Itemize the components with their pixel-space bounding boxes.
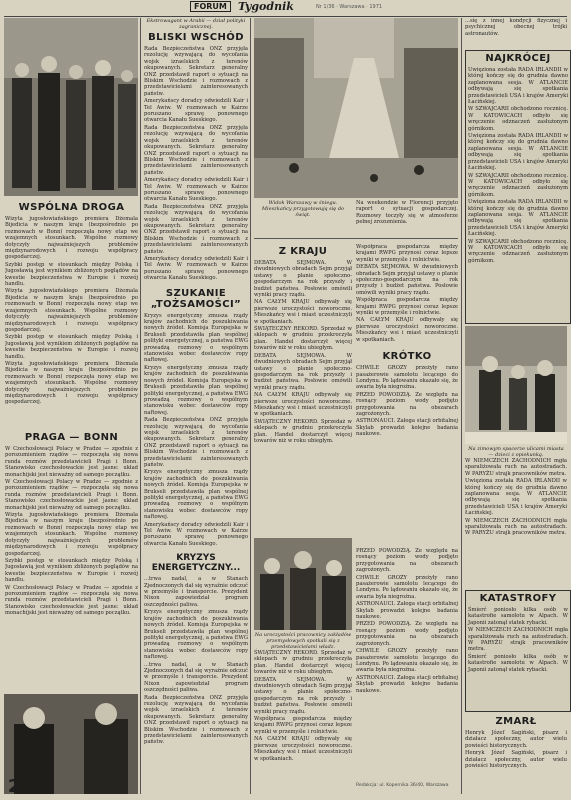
article-text: Kryzys energetyczny zmusza rządy krajów zachodnich do poszukiwania nowych źródeł. Komisja Europejska w Brukseli przedstawiła plan wspólnej polityki energetycznej, a państwa EWG prowadzą rozmowy o wspólnym stanowisku wobec dostawców ropy naftowej. [144, 609, 248, 661]
article-text: DEBATA SEJMOWA. W dwudniowych obradach Sejm przyjął ustawy o planie społeczno-gospodarczym na rok przyszły i budżet państwa. Posłowie omówili wyniki pracy rządu. [356, 264, 458, 296]
headline-praga-bonn: PRAGA — BONN [24, 432, 119, 443]
article-text: W Czechosłowacji Polacy w Pradze — zgodnie z porozumieniem rządów — rozpoczęła się nowa runda rozmów przedstawicieli Pragi i Bonn. Stanowisko czechosłowackie jest jasne: układ monachijski jest nieważny od samego początku. [5, 584, 138, 617]
headline-krotko: KRÓTKO [382, 351, 432, 363]
article-text: Kryzys energetyczny zmusza rządy krajów zachodnich do poszukiwania nowych źródeł. Komisja Europejska w Brukseli przedstawiła plan wspólnej polityki energetycznej, a państwa EWG prowadzą rozmowy o wspólnym stanowisku wobec dostawców ropy naftowej. [144, 364, 248, 416]
article-text: Współpraca gospodarcza między krajami RWPG przynosi coraz lepsze wyniki w przemyśle i rolnictwie. [356, 297, 458, 317]
article-text: ASTRONAUCI. Załoga stacji orbitalnej Skylab prowadzi kolejne badania naukowe. [356, 418, 458, 438]
article-text: W SZWAJCARII obchodzono rocznicę. W KATOWICACH odbyło się wręczenie odznaczeń zasłużonym górnikom. [468, 106, 568, 132]
article-text: Wizyta jugosłowiańskiego premiera Dżemala Bijedicia w naszym kraju (bezpośrednio po rozmowach w Bonn) rozpoczęła nowy etap we wzajemnych stosunkach. Wspólne rozmowy dotyczyły najważniejszych problemów międzynarodowych i rozwoju współpracy gospodarczej. [5, 360, 138, 406]
article-text: ASTRONAUCI. Załoga stacji orbitalnej Skylab prowadzi kolejne badania naukowe. [356, 674, 458, 694]
article-text: Amerykańscy doradcy odwiedzili Kair i Tel Awiw. W rozmowach w Kairze poruszano sprawę ponownego otwarcia Kanału Sueskiego. [144, 98, 248, 124]
article-text: Współpraca gospodarcza między krajami RWPG przynosi coraz lepsze wyniki w przemyśle i rolnictwie. [356, 244, 458, 263]
article-text: Amerykańscy doradcy odwiedzili Kair i Tel Awiw. W rozmowach w Kairze poruszano sprawę ponownego otwarcia Kanału Sueskiego. [144, 256, 248, 282]
article-text: DEBATA SEJMOWA. W dwudniowych obradach Sejm przyjął ustawy o planie społeczno-gospodarczym na rok przyszły i budżet państwa. Posłowie omówili wyniki pracy rządu. [254, 260, 352, 299]
article-text: Rada Bezpieczeństwa ONZ przyjęła rezolucję wzywającą do wycofania wojsk izraelskich z terenów okupowanych. Sekretarz generalny ONZ przedstawił raport o sytuacji na Bliskim Wschodzie i rozmowach z przedstawicielami zainteresowanych państw. [144, 417, 248, 468]
article-text: CHWILE GROZY przeżyły rano pasażerowie samolotu lecącego do Londynu. Po lądowaniu okazało się, że awaria była niegroźna. [356, 365, 458, 391]
article-text: W NIEMCZECH ZACHODNICH mgła sparaliżowała ruch na autostradach. W PARYŻU strajk pracowników metra. [465, 458, 567, 477]
right-column-middle [465, 446, 567, 586]
article-text: DEBATA SEJMOWA. W dwudniowych obradach Sejm przyjął ustawy o planie społeczno-gospodarczym na rok przyszły i budżet państwa. Posłowie omówili wyniki pracy rządu. [254, 676, 352, 715]
article-text: PRZED POWODZIĄ. Ze względu na rosnący poziom wody podjęto przygotowania na obszarach zagrożonych. [356, 548, 458, 574]
article-text: W NIEMCZECH ZACHODNICH mgła sparaliżowała ruch na autostradach. W PARYŻU strajk pracowników metra. [465, 517, 567, 537]
headline-z-kraju: Z KRAJU [278, 246, 328, 257]
section-divider [254, 238, 458, 239]
article-text: Szybki postęp w stosunkach między Polską i Jugosławią jest wynikiem zbliżonych poglądów na kwestie bezpieczeństwa w Europie i rozwój handlu. [5, 557, 138, 584]
column-divider [250, 18, 251, 794]
page-number: 2 [8, 776, 21, 797]
headline-kryzys: KRYZYS ENERGETYCZNY... [151, 553, 241, 574]
article-text: Śmierć poniosło kilka osób w katastrofie samolotu w Alpach. W Japonii zatonął statek rybacki. [468, 653, 568, 673]
article-text: Uwięziona została RADA IRLANDII w której kończy się do grudnia dawno zaplanowana sesja. W ATLANCIE odbywają się spotkania przedstawicieli USA i krajów Ameryki Łacińskiej. [468, 67, 568, 106]
column-divider [140, 18, 141, 794]
article-text: W NIEMCZECH ZACHODNICH mgła sparaliżowała ruch na autostradach. W PARYŻU strajk pracowników metra. [468, 627, 568, 653]
article-text: Amerykańscy doradcy odwiedzili Kair i Tel Awiw. W rozmowach w Kairze poruszano sprawę ponownego otwarcia Kanału Sueskiego. [144, 177, 248, 203]
article-text: Henryk Józef Sagiński, pisarz i działacz społeczny, autor wielu powieści historycznych. [465, 730, 567, 749]
headline-wspolna-droga: WSPÓLNA DROGA [18, 202, 125, 213]
footer-note: Redakcja: ul. Kopernika 36/40, Warszawa [356, 783, 449, 788]
headline-katastrofy: KATASTROFY [479, 593, 557, 604]
article-text: Rada Bezpieczeństwa ONZ przyjęła rezolucję wzywającą do wycofania wojsk izraelskich z terenów okupowanych. Sekretarz generalny ONZ przedstawił raport o sytuacji na Bliskim Wschodzie i rozmowach z przedstawicielami zainteresowanych państw. [144, 203, 248, 255]
z-kraju-column [254, 244, 352, 534]
article-text: Uwięziona została RADA IRLANDII w której kończy się do grudnia dawno zaplanowana sesja. W ATLANCIE odbywają się spotkania przedstawicieli USA i krajów Ameryki Łacińskiej. [468, 133, 568, 172]
masthead-name: Tygodnik [238, 0, 294, 13]
article-text: Kryzys energetyczny zmusza rządy krajów zachodnich do poszukiwania nowych źródeł. Komisja Europejska w Brukseli przedstawiła plan wspólnej polityki energetycznej, a państwa EWG prowadzą rozmowy o wspólnym stanowisku wobec dostawców ropy naftowej. [144, 312, 248, 364]
article-text: Wizyta jugosłowiańskiego premiera Dżemala Bijedicia w naszym kraju (bezpośrednio po rozmowach w Bonn) rozpoczęła nowy etap we wzajemnych stosunkach. Wspólne rozmowy dotyczyły najważniejszych problemów międzynarodowych i rozwoju współpracy gospodarczej. [5, 216, 138, 261]
article-text: NA CAŁYM KRAJU odbywały się pierwsze uroczystości noworoczne. Mieszkańcy wsi i miast uczestniczyli w spotkaniach. [356, 317, 458, 343]
headline-najkrocej: NAJKRÓCEJ [485, 53, 551, 64]
center-left-text [254, 200, 352, 230]
masthead [4, 0, 567, 17]
article-text: W SZWAJCARII obchodzono rocznicę. W KATOWICACH odbyło się wręczenie odznaczeń zasłużonym górnikom. [468, 172, 568, 198]
headline-bliski-wschod: BLISKI WSCHÓD [148, 32, 244, 43]
photo-meeting [4, 694, 138, 794]
article-text: W Czechosłowacji Polacy w Pradze — zgodnie z porozumieniem rządów — rozpoczęła się nowa runda rozmów przedstawicieli Pragi i Bonn. Stanowisko czechosłowackie jest jasne: układ monachijski jest nieważny od samego początku. [5, 446, 138, 478]
article-text: CHWILE GROZY przeżyły rano pasażerowie samolotu lecącego do Londynu. Po lądowaniu okazało się, że awaria była niegroźna. [356, 648, 458, 674]
article-text: W Czechosłowacji Polacy w Pradze — zgodnie z porozumieniem rządów — rozpoczęła się nowa runda rozmów przedstawicieli Pragi i Bonn. Stanowisko czechosłowackie jest jasne: układ monachijski jest nieważny od samego początku. [5, 479, 138, 511]
article-text: W SZWAJCARII obchodzono rocznicę. W KATOWICACH odbyło się wręczenie odznaczeń zasłużonym górnikom. [468, 238, 568, 264]
article-text: Na weekendzie w Florencji przyjęto raport o sytuacji gospodarczej. Rozmowy toczyły się w atmosferze pełnej zrozumienia. [356, 200, 458, 226]
article-text: NA CAŁYM KRAJU odbywały się pierwsze uroczystości noworoczne. Mieszkańcy wsi i miast uczestniczyli w spotkaniach. [254, 299, 352, 325]
article-text: Śmierć poniosło kilka osób w katastrofie samolotu w Alpach. W Japonii zatonął statek rybacki. [468, 607, 568, 626]
masthead-info: Nr 1/36 · Warszawa · 1971 [316, 4, 383, 10]
article-text: Wizyta jugosłowiańskiego premiera Dżemala Bijedicia w naszym kraju (bezpośrednio po rozmowach w Bonn) rozpoczęła nowy etap we wzajemnych stosunkach. Wspólne rozmowy dotyczyły najważniejszych problemów międzynarodowych i rozwoju współpracy gospodarczej. [5, 512, 138, 557]
photo-delegation [4, 18, 138, 196]
article-text: Kryzys energetyczny zmusza rządy krajów zachodnich do poszukiwania nowych źródeł. Komisja Europejska w Brukseli przedstawiła plan wspólnej polityki energetycznej, a państwa EWG prowadzą rozmowy o wspólnym stanowisku wobec dostawców ropy naftowej. [144, 469, 248, 521]
article-text: ...się z innej kondycji fizycznej i psychicznej obecnej trójki astronautów. [465, 18, 567, 37]
caption: Ekstrowagant w Arabii — dział polityki zagranicznej. [146, 18, 246, 30]
article-text: DEBATA SEJMOWA. W dwudniowych obradach Sejm przyjął ustawy o planie społeczno-gospodarczym na rok przyszły i budżet państwa. Posłowie omówili wyniki pracy rządu. [254, 352, 352, 391]
left-column-2 [5, 430, 138, 692]
center-bottom-left [254, 632, 352, 792]
right-column-top [465, 18, 567, 48]
center-right-column [356, 244, 458, 544]
article-text: Rada Bezpieczeństwa ONZ przyjęła rezolucję wzywającą do wycofania wojsk izraelskich z terenów okupowanych. Sekretarz generalny ONZ przedstawił raport o sytuacji na Bliskim Wschodzie i rozmowach z przedstawicielami zainteresowanych państw. [144, 694, 248, 746]
article-text: Współpraca gospodarcza między krajami RWPG przynosi coraz lepsze wyniki w przemyśle i rolnictwie. [254, 716, 352, 735]
photo-caption: Na zimowym spacerze ulicami miasta — dzieci z opiekunką. [468, 446, 564, 458]
photo-caption: Na uroczystości pracownicy zakładów przemysłowych spotkali się z przedstawicielami władz. [254, 632, 352, 650]
headline-szukanie: SZUKANIE „TOŻSAMOŚCI” [150, 287, 242, 310]
column-divider [461, 18, 462, 794]
katastrofy-box [465, 590, 571, 712]
article-text: Wizyta jugosłowiańskiego premiera Dżemala Bijedicia w naszym kraju (bezpośrednio po rozmowach w Bonn) rozpoczęła nowy etap we wzajemnych stosunkach. Wspólne rozmowy dotyczyły najważniejszych problemów międzynarodowych i rozwoju współpracy gospodarczej. [5, 288, 138, 333]
article-text: CHWILE GROZY przeżyły rano pasażerowie samolotu lecącego do Londynu. Po lądowaniu okazało się, że awaria była niegroźna. [356, 574, 458, 600]
article-text: ŚWIĄTECZNY REKORD. Sprzedaż w sklepach w grudniu przekroczyła plan. Handel dostarczył więcej towarów niż w roku ubiegłym. [254, 418, 352, 444]
photo-workers [254, 538, 352, 630]
article-text: NA CAŁYM KRAJU odbywały się pierwsze uroczystości noworoczne. Mieszkańcy wsi i miast uczestniczyli w spotkaniach. [254, 392, 352, 418]
center-right-text [356, 200, 458, 236]
article-text: ŚWIĄTECZNY REKORD. Sprzedaż w sklepach w grudniu przekroczyła plan. Handel dostarczył więcej towarów niż w roku ubiegłym. [254, 326, 352, 352]
article-text: Rada Bezpieczeństwa ONZ przyjęła rezolucję wzywającą do wycofania wojsk izraelskich z terenów okupowanych. Sekretarz generalny ONZ przedstawił raport o sytuacji na Bliskim Wschodzie i rozmowach z przedstawicielami zainteresowanych państw. [144, 124, 248, 176]
article-text: Rada Bezpieczeństwa ONZ przyjęła rezolucję wzywającą do wycofania wojsk izraelskich z terenów okupowanych. Sekretarz generalny ONZ przedstawił raport o sytuacji na Bliskim Wschodzie i rozmowach z przedstawicielami zainteresowanych państw. [144, 46, 248, 97]
article-text: Henryk Józef Sagiński, pisarz i działacz społeczny, autor wielu powieści historycznych. [465, 750, 567, 770]
masthead-logo: FORUM [190, 1, 231, 12]
article-text: ASTRONAUCI. Załoga stacji orbitalnej Skylab prowadzi kolejne badania naukowe. [356, 601, 458, 621]
article-text: ...trwa nadal, a w Stanach Zjednoczonych dał się wyraźnie odczuć w przemyśle i transporcie. Prezydent Nixon zapowiedział program oszczędności paliwa. [144, 661, 248, 694]
photo-city-winter [254, 18, 458, 198]
article-text: Amerykańscy doradcy odwiedzili Kair i Tel Awiw. W rozmowach w Kairze poruszano sprawę ponownego otwarcia Kanału Sueskiego. [144, 521, 248, 547]
article-text: ...trwa nadal, a w Stanach Zjednoczonych dał się wyraźnie odczuć w przemyśle i transporcie. Prezydent Nixon zapowiedział program oszczędności paliwa. [144, 576, 248, 608]
photo-caption: Widok Warszawy w śniegu. Mieszkańcy przygotowują się do świąt. [261, 200, 345, 218]
article-text: Szybki postęp w stosunkach między Polską i Jugosławią jest wynikiem zbliżonych poglądów na kwestie bezpieczeństwa w Europie i rozwój handlu. [5, 261, 138, 288]
right-column-bottom [465, 714, 567, 794]
photo-children-winter [465, 326, 567, 444]
article-text: PRZED POWODZIĄ. Ze względu na rosnący poziom wody podjęto przygotowania na obszarach zagrożonych. [356, 621, 458, 647]
center-bottom-right [356, 548, 458, 780]
article-text: Uwięziona została RADA IRLANDII w której kończy się do grudnia dawno zaplanowana sesja. W ATLANCIE odbywają się spotkania przedstawicieli USA i krajów Ameryki Łacińskiej. [468, 199, 568, 238]
article-text: Uwięziona została RADA IRLANDII w której kończy się do grudnia dawno zaplanowana sesja. W ATLANCIE odbywają się spotkania przedstawicieli USA i krajów Ameryki Łacińskiej. [465, 478, 567, 517]
article-text: NA CAŁYM KRAJU odbywały się pierwsze uroczystości noworoczne. Mieszkańcy wsi i miast uczestniczyli w spotkaniach. [254, 736, 352, 762]
headline-zmarl: ZMARŁ [495, 716, 537, 727]
second-column [144, 18, 248, 780]
article-text: ŚWIĄTECZNY REKORD. Sprzedaż w sklepach w grudniu przekroczyła plan. Handel dostarczył więcej towarów niż w roku ubiegłym. [254, 650, 352, 676]
article-text: Szybki postęp w stosunkach między Polską i Jugosławią jest wynikiem zbliżonych poglądów na kwestie bezpieczeństwa w Europie i rozwój handlu. [5, 334, 138, 360]
article-text: PRZED POWODZIĄ. Ze względu na rosnący poziom wody podjęto przygotowania na obszarach zagrożonych. [356, 391, 458, 417]
najkrocej-box [465, 50, 571, 324]
